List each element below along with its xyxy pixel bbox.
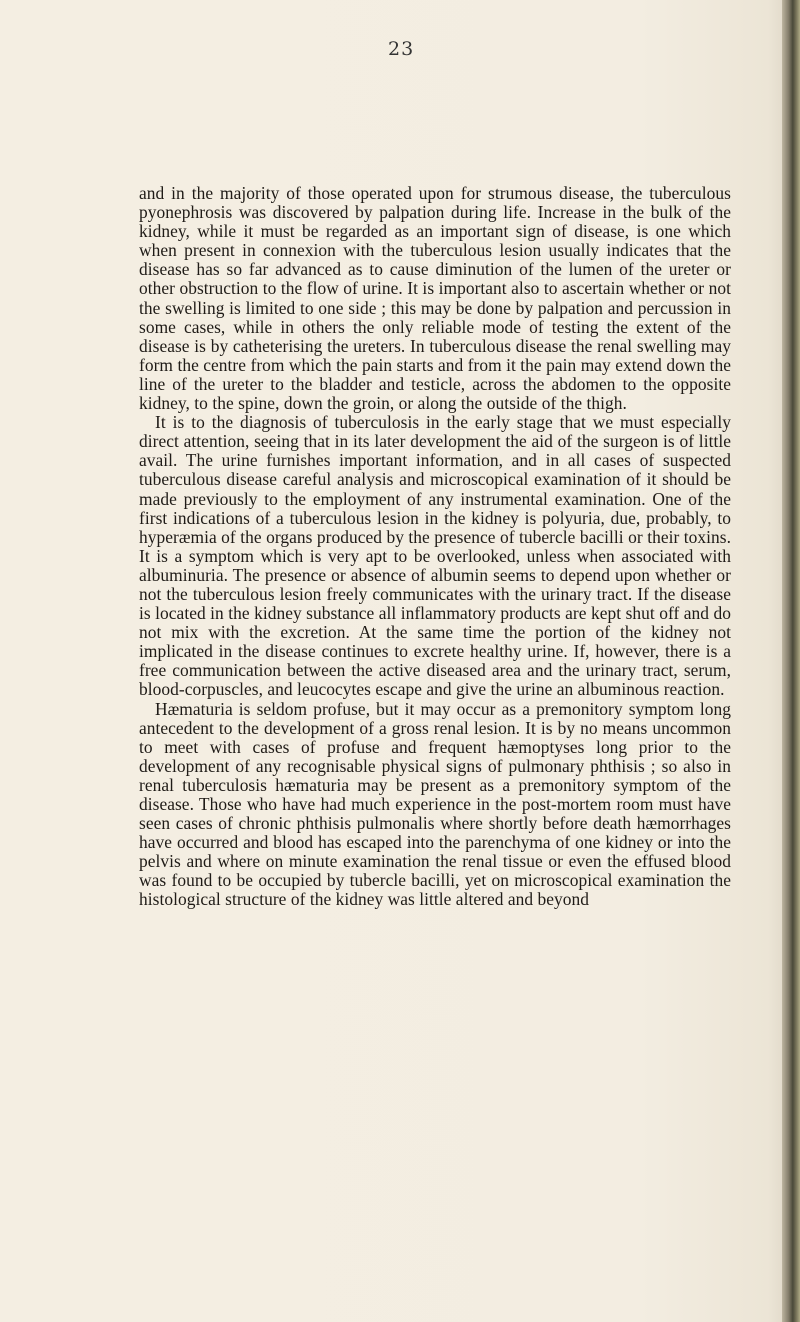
book-spine-edge bbox=[782, 0, 800, 1322]
paragraph-2: It is to the diagnosis of tuberculosis in the early stage that we must especially direct attention, seeing that in its later development the aid of the surgeon is of little avail. The urine furnishes important information, and in all cases of suspected tuberculous disease careful analysis and microscopical examination of it should be made previously to the employment of any instrumental examination. One of the first indications of a tuberculous lesion in the kidney is polyuria, due, probably, to hyperæmia of the organs produced by the presence of tubercle bacilli or their toxins. It is a symptom which is very apt to be overlooked, unless when associated with albuminuria. The presence or absence of albumin seems to depend upon whether or not the tuberculous lesion freely communicates with the urinary tract. If the disease is located in the kidney substance all inflammatory products are kept shut off and do not mix with the excretion. At the same time the portion of the kidney not implicated in the disease continues to excrete healthy urine. If, however, there is a free communication between the active diseased area and the urinary tract, serum, blood-corpuscles, and leucocytes escape and give the urine an albuminous reaction. bbox=[139, 412, 731, 700]
body-text bbox=[139, 184, 731, 910]
page-number: 23 bbox=[388, 38, 415, 60]
paragraph-1: and in the majority of those operated upon for strumous disease, the tuberculous pyonephrosis was discovered by palpation during life. Increase in the bulk of the kidney, while it must be regarded as an important sign of disease, is one which when present in connexion with the tuberculous lesion usually indicates that the disease has so far advanced as to cause diminution of the lumen of the ureter or other obstruction to the flow of urine. It is important also to ascertain whether or not the swelling is limited to one side ; this may be done by palpation and percussion in some cases, while in others the only reliable mode of testing the extent of the disease is by catheterising the ureters. In tuberculous disease the renal swelling may form the centre from which the pain starts and from it the pain may extend down the line of the ureter to the bladder and testicle, across the abdomen to the opposite kidney, to the spine, down the groin, or along the outside of the thigh. bbox=[139, 183, 731, 414]
paragraph-3: Hæmaturia is seldom profuse, but it may occur as a premonitory symptom long antecedent to the development of a gross renal lesion. It is by no means uncommon to meet with cases of profuse and frequent hæmoptyses long prior to the development of any recognisable physical signs of pulmonary phthisis ; so also in renal tuberculosis hæmaturia may be present as a premonitory symptom of the disease. Those who have had much experience in the post-mortem room must have seen cases of chronic phthisis pulmonalis where shortly before death hæmorrhages have occurred and blood has escaped into the parenchyma of one kidney or into the pelvis and where on minute examination the renal tissue or even the effused blood was found to be occupied by tubercle bacilli, yet on microscopical examination the histological structure of the kidney was little altered and beyond bbox=[139, 698, 731, 910]
